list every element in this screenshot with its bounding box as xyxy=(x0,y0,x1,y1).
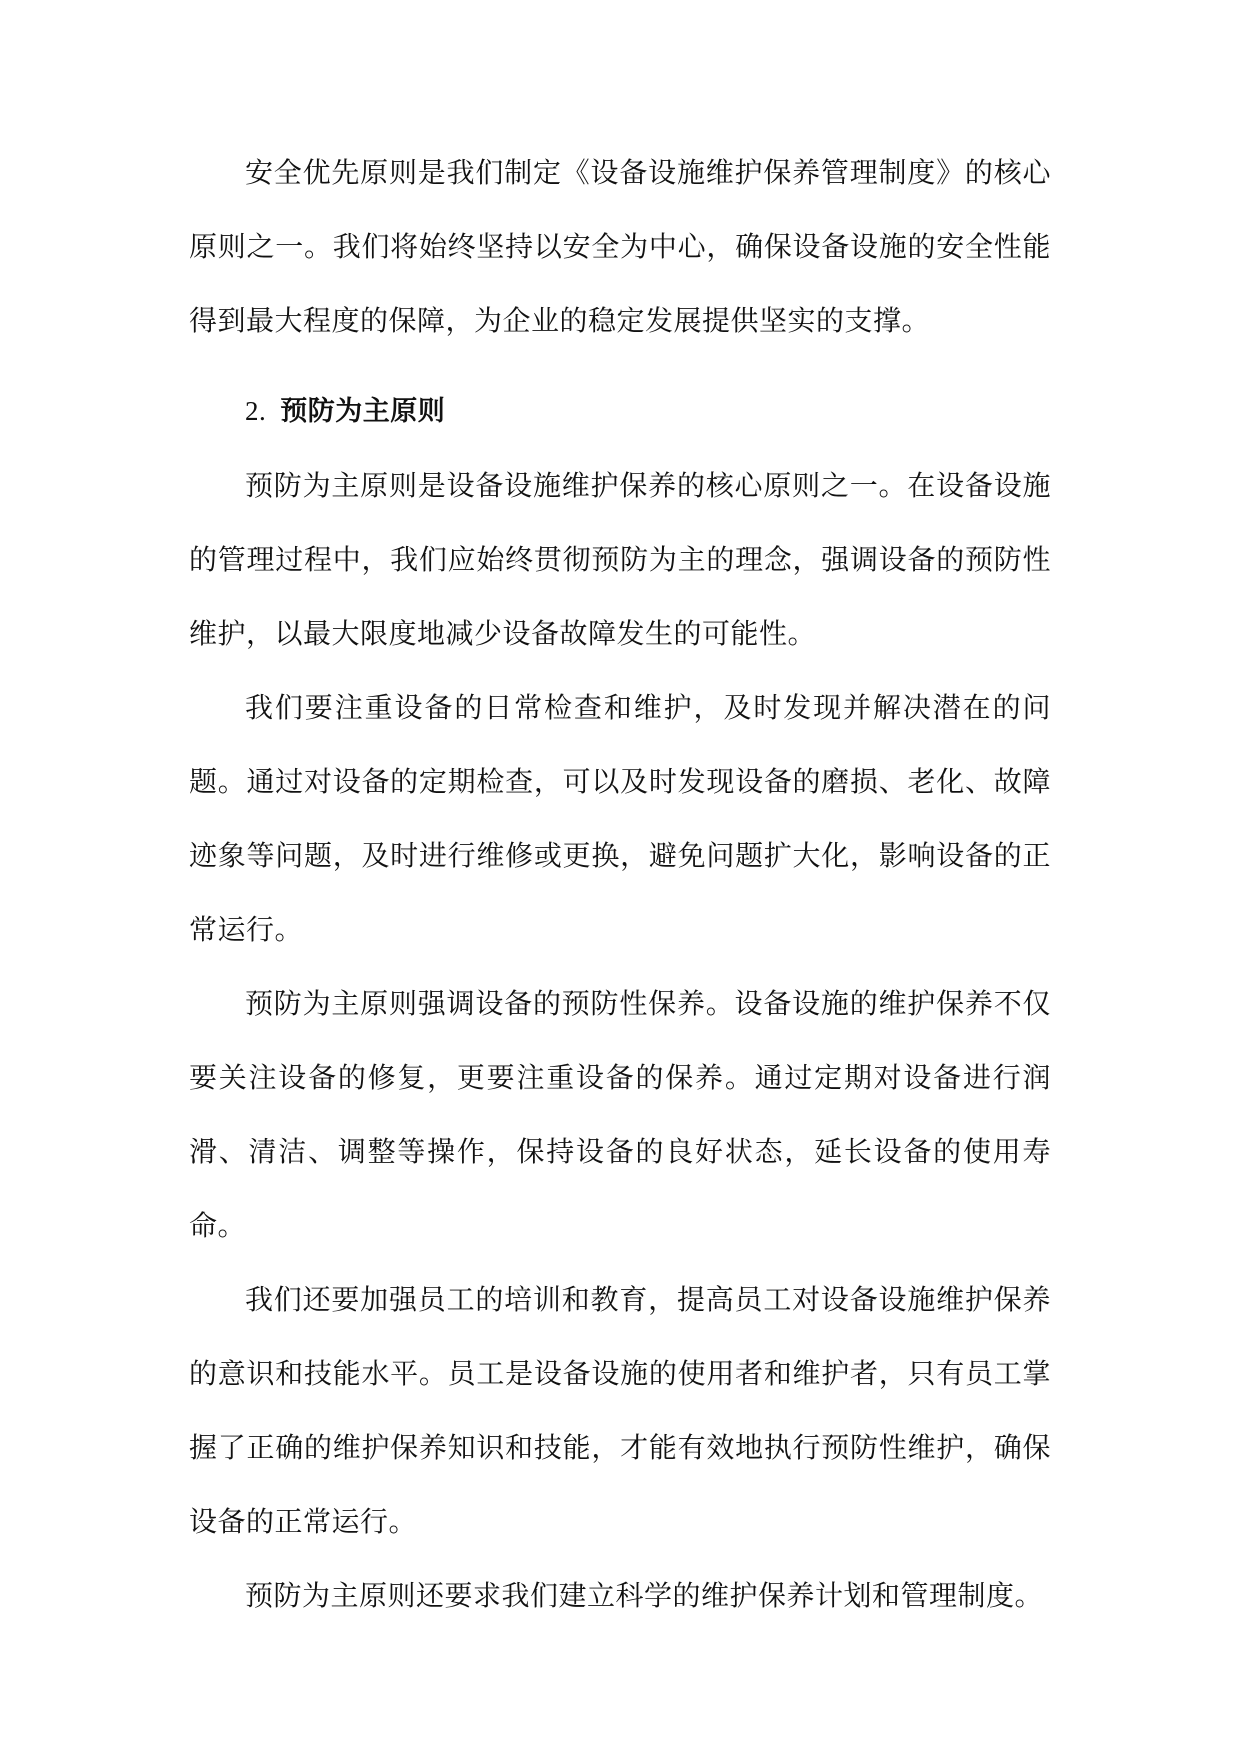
paragraph-preventive-maintenance: 预防为主原则强调设备的预防性保养。设备设施的维护保养不仅要关注设备的修复，更要注重设备的保养。通过定期对设备进行润滑、清洁、调整等操作，保持设备的良好状态，延长设备的使用寿命。 xyxy=(189,987,1051,1242)
paragraph-prevention-intro: 预防为主原则是设备设施维护保养的核心原则之一。在设备设施的管理过程中，我们应始终贯彻预防为主的理念，强调设备的预防性维护，以最大限度地减少设备故障发生的可能性。 xyxy=(189,469,1051,650)
paragraph-staff-training: 我们还要加强员工的培训和教育，提高员工对设备设施维护保养的意识和技能水平。员工是设备设施的使用者和维护者，只有员工掌握了正确的维护保养知识和技能，才能有效地执行预防性维护，确保设备的正常运行。 xyxy=(189,1283,1051,1538)
paragraph-maintenance-plan: 预防为主原则还要求我们建立科学的维护保养计划和管理制度。 xyxy=(245,1579,1044,1612)
section-title: 预防为主原则 xyxy=(280,396,446,427)
paragraph-safety-first: 安全优先原则是我们制定《设备设施维护保养管理制度》的核心原则之一。我们将始终坚持以安全为中心，确保设备设施的安全性能得到最大程度的保障，为企业的稳定发展提供坚实的支撑。 xyxy=(189,156,1051,337)
section-number: 2. xyxy=(245,396,267,426)
section-heading xyxy=(189,374,1051,449)
paragraph-daily-inspection: 我们要注重设备的日常检查和维护，及时发现并解决潜在的问题。通过对设备的定期检查，可以及时发现设备的磨损、老化、故障迹象等问题，及时进行维修或更换，避免问题扩大化，影响设备的正常运行。 xyxy=(189,691,1051,946)
document-body xyxy=(189,136,1051,1633)
